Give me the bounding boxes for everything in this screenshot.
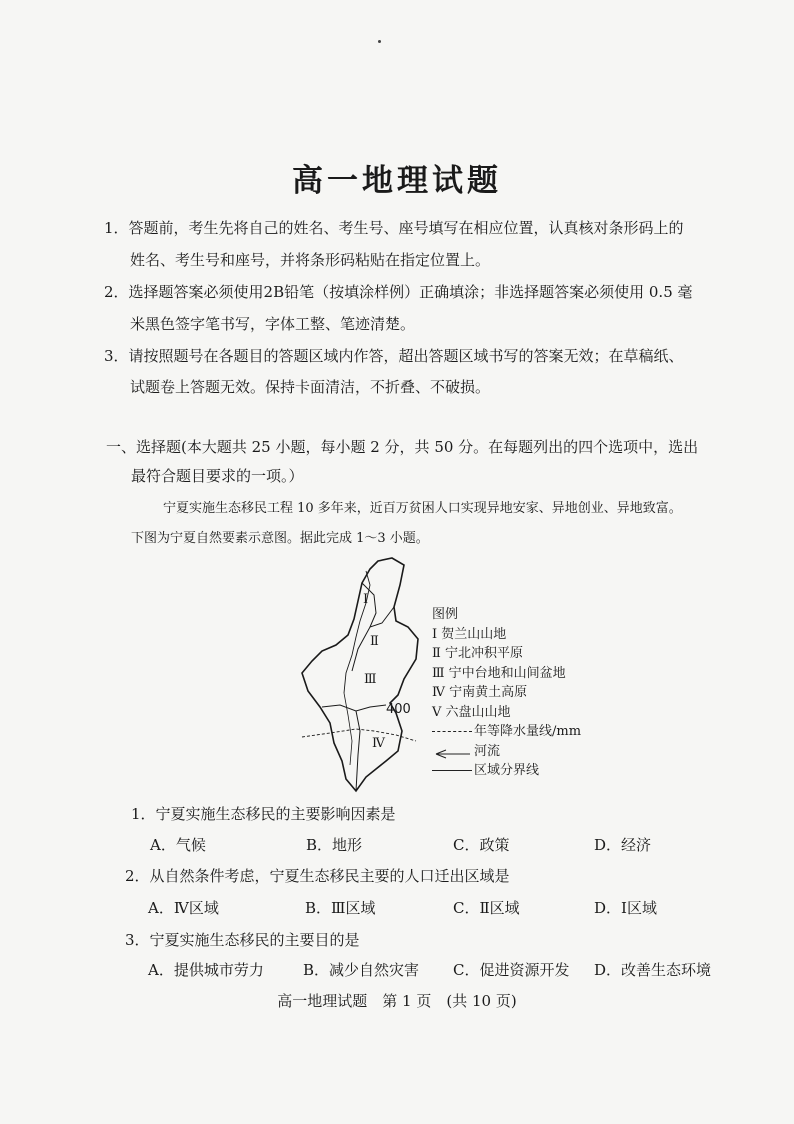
section-heading-cont: 最符合题目要求的一项。） [131, 467, 304, 485]
legend-isohyet-label: 年等降水量线/mm [474, 724, 582, 739]
notice-line-6: 试题卷上答题无效。保持卡面清洁，不折叠、不破损。 [130, 378, 491, 396]
legend-item-2: Ⅱ 宁北冲积平原 [432, 646, 523, 661]
isohyet-label: 400 [386, 702, 411, 717]
legend-boundary-label: 区域分界线 [474, 763, 540, 778]
section-heading: 一、选择题(本大题共 25 小题，每小题 2 分，共 50 分。在每题列出的四个选项中，选出 [106, 438, 699, 456]
material-line-2: 下图为宁夏自然要素示意图。据此完成 1～3 小题。 [131, 531, 429, 546]
legend-river-label: 河流 [474, 743, 501, 759]
ningxia-map [300, 555, 420, 795]
river-tributary [344, 693, 352, 765]
map-legend [432, 605, 581, 781]
map-outline [302, 558, 418, 791]
q3-option-b: B．减少自然灾害 [303, 961, 420, 979]
q1-option-d: D．经济 [594, 836, 652, 854]
legend-isohyet [432, 722, 581, 742]
legend-title: 图例 [432, 607, 459, 622]
question-2: 2．从自然条件考虑，宁夏生态移民主要的人口迁出区域是 [125, 867, 510, 885]
notice-line-3: 2．选择题答案必须使用2B铅笔（按填涂样例）正确填涂；非选择题答案必须使用 0.5 毫 [104, 283, 693, 301]
q3-option-a: A．提供城市劳力 [148, 961, 264, 979]
scan-dot [378, 40, 381, 43]
region-label-4: Ⅳ [372, 736, 385, 751]
question-3: 3．宁夏实施生态移民的主要目的是 [125, 931, 360, 949]
notice-line-1: 1．答题前，考生先将自己的姓名、考生号、座号填写在相应位置，认真核对条形码上的 [104, 219, 684, 237]
boundary-3-4 [322, 705, 386, 711]
solid-line-icon [432, 766, 472, 776]
q3-option-d: D．改善生态环境 [594, 961, 712, 979]
q2-option-d: D．Ⅰ区域 [594, 899, 657, 917]
legend-item-3: Ⅲ 宁中台地和山间盆地 [432, 665, 566, 681]
material-line-1: 宁夏实施生态移民工程 10 多年来，近百万贫困人口实现异地安家、异地创业、异地致富。 [163, 501, 682, 516]
river-icon [432, 746, 472, 756]
legend-item-5: Ⅴ 六盘山山地 [432, 704, 511, 720]
notice-line-5: 3．请按照题号在各题目的答题区域内作答，超出答题区域书写的答案无效；在草稿纸、 [104, 347, 684, 365]
q2-option-c: C．Ⅱ区域 [453, 899, 520, 917]
region-label-3: Ⅲ [364, 672, 377, 687]
question-1: 1．宁夏实施生态移民的主要影响因素是 [131, 805, 396, 823]
dashed-line-icon [432, 727, 472, 737]
q2-option-a: A．Ⅳ区域 [148, 899, 219, 917]
legend-river [432, 742, 581, 762]
q1-option-a: A．气候 [150, 836, 206, 854]
legend-boundary [432, 761, 581, 781]
q3-option-c: C．促进资源开发 [453, 961, 570, 979]
legend-item-1: Ⅰ 贺兰山山地 [432, 626, 507, 642]
region-label-2: Ⅱ [370, 634, 379, 649]
q2-option-b: B．Ⅲ区域 [305, 899, 376, 917]
page-footer: 高一地理试题 第 1 页 (共 10 页) [277, 992, 517, 1010]
legend-item-4: Ⅳ 宁南黄土高原 [432, 685, 528, 700]
boundary-4-5 [356, 711, 360, 791]
notice-line-2: 姓名、考生号和座号，并将条形码粘贴在指定位置上。 [130, 251, 491, 269]
notice-line-4: 米黑色签字笔书写，字体工整、笔迹清楚。 [130, 315, 416, 333]
q1-option-b: B．地形 [306, 836, 363, 854]
q1-option-c: C．政策 [453, 836, 510, 854]
page-title: 高一地理试题 [292, 163, 502, 199]
region-label-1: Ⅰ [363, 592, 369, 607]
